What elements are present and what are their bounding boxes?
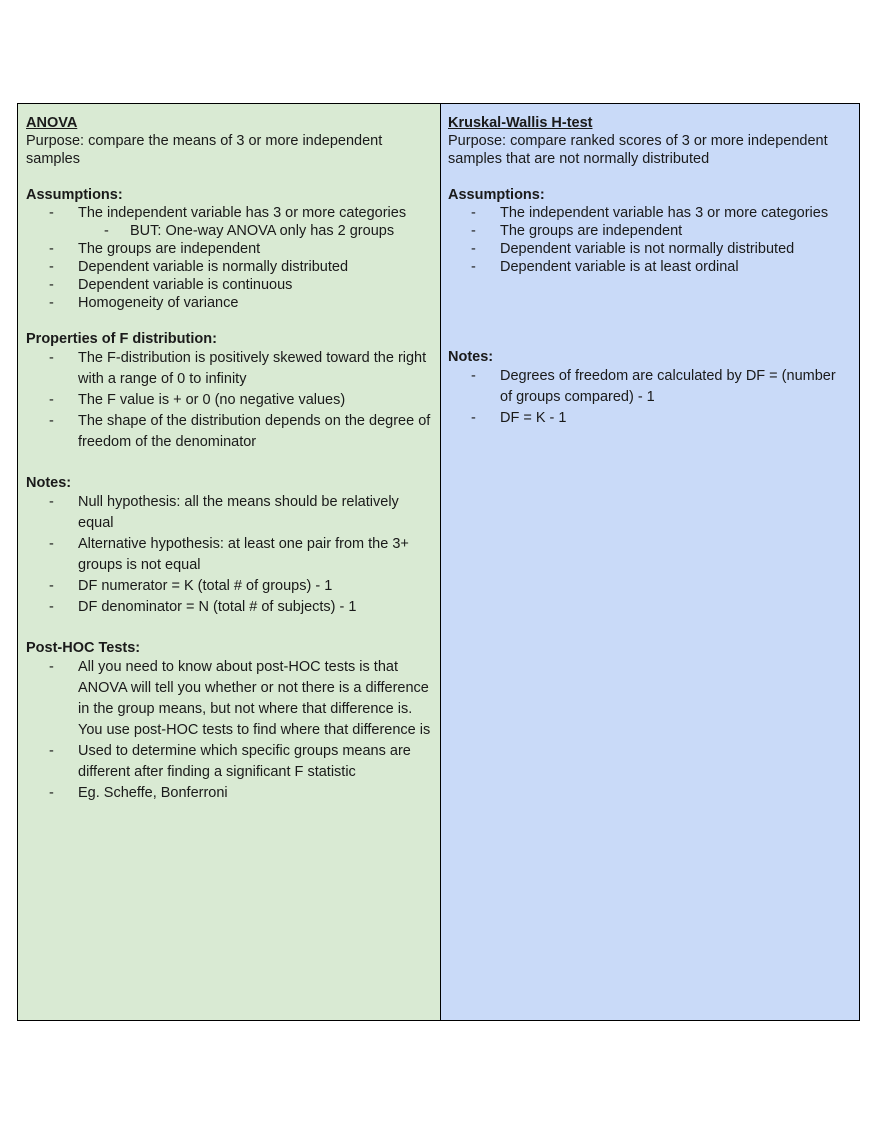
comparison-table [17,103,860,1021]
kw-title: Kruskal-Wallis H-test [448,115,593,131]
kw-assumptions-list [448,204,851,276]
kw-purpose: Purpose: compare ranked scores of 3 or more independent samples that are not normally distributed [448,133,828,167]
list-item: - Eg. Scheffe, Bonferroni [26,783,432,804]
list-item: - The groups are independent [26,240,432,258]
list-item: - Homogeneity of variance [26,294,432,312]
list-item: - Dependent variable is at least ordinal [448,258,851,276]
kruskal-wallis-column [441,104,859,1020]
anova-posthoc-list [26,657,432,804]
list-item: - The shape of the distribution depends on the degree of freedom of the denominator [26,411,432,453]
kw-notes-list [448,366,851,429]
list-item: - The independent variable has 3 or more categories [448,204,851,222]
list-item: - Alternative hypothesis: at least one pair from the 3+ groups is not equal [26,534,432,576]
list-item: - The independent variable has 3 or more categories - BUT: One-way ANOVA only has 2 groups [26,204,432,240]
list-item: - Degrees of freedom are calculated by DF = (number of groups compared) - 1 [448,366,851,408]
list-item: - The F-distribution is positively skewed toward the right with a range of 0 to infinity [26,348,432,390]
list-item: - All you need to know about post-HOC tests is that ANOVA will tell you whether or not there is a difference in the group means, but not where that difference is. You use post-HOC tests to find where that difference is [26,657,432,741]
list-item: - DF numerator = K (total # of groups) - 1 [26,576,432,597]
list-item: - The groups are independent [448,222,851,240]
list-item: - DF = K - 1 [448,408,851,429]
anova-f-heading: Properties of F distribution: [26,331,217,347]
anova-sub-list [78,222,432,240]
anova-posthoc-heading: Post-HOC Tests: [26,640,141,656]
list-item: - Used to determine which specific groups means are different after finding a significant F statistic [26,741,432,783]
list-item: - Null hypothesis: all the means should be relatively equal [26,492,432,534]
anova-notes-heading: Notes: [26,475,72,491]
anova-title: ANOVA [26,115,78,131]
anova-column [18,104,441,1020]
anova-notes-list [26,492,432,618]
anova-f-list [26,348,432,453]
list-item: - The F value is + or 0 (no negative values) [26,390,432,411]
list-item: - BUT: One-way ANOVA only has 2 groups [78,222,432,240]
list-item: - Dependent variable is not normally distributed [448,240,851,258]
list-item: - Dependent variable is normally distributed [26,258,432,276]
anova-purpose: Purpose: compare the means of 3 or more independent samples [26,133,383,167]
anova-assumptions-heading: Assumptions: [26,187,123,203]
list-item: - DF denominator = N (total # of subjects) - 1 [26,597,432,618]
kw-assumptions-heading: Assumptions: [448,187,545,203]
anova-assumptions-list [26,204,432,312]
list-item: - Dependent variable is continuous [26,276,432,294]
kw-notes-heading: Notes: [448,349,494,365]
